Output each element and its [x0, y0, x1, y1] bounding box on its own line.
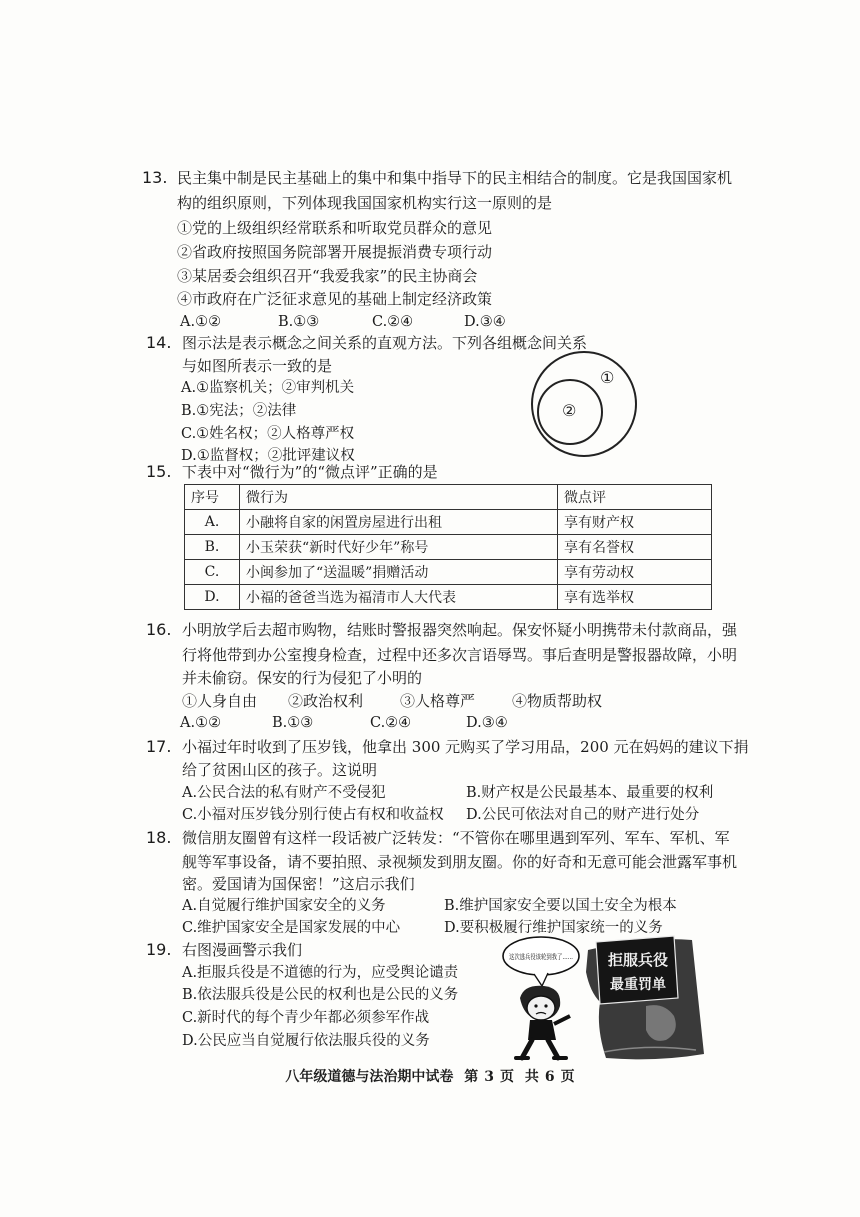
statement-item: ②省政府按照国务院部署开展提振消费专项行动	[177, 243, 493, 261]
answer-option: C.小福对压岁钱分别行使占有权和收益权	[182, 807, 444, 823]
answer-option: D.要积极履行维护国家统一的义务	[444, 920, 663, 936]
answer-option: B.依法服兵役是公民的权利也是公民的义务	[182, 987, 459, 1003]
question-number: 13.	[142, 168, 168, 187]
answer-option: B.①宪法；②法律	[181, 403, 297, 419]
answer-option: D.公民可依法对自己的财产进行处分	[466, 807, 700, 823]
question-stem: 给了贫困山区的孩子。这说明	[182, 761, 378, 779]
answer-option: B.①③	[278, 314, 320, 330]
question-stem: 图示法是表示概念之间关系的直观方法。下列各组概念间关系	[182, 334, 588, 352]
answer-option: B.维护国家安全要以国土安全为根本	[444, 898, 677, 914]
statement-item: ①人身自由	[182, 692, 258, 710]
table-row	[185, 510, 712, 535]
table-cell: 享有财产权	[558, 510, 712, 535]
page-number: 3	[484, 1069, 494, 1085]
page-footer	[0, 1066, 860, 1086]
answer-option: A.公民合法的私有财产不受侵犯	[182, 785, 386, 801]
running-person	[516, 986, 570, 1058]
question-stem: 小福过年时收到了压岁钱，他拿出 300 元购买了学习用品，200 元在妈妈的建议下捐	[182, 738, 749, 756]
question-number: 17.	[146, 737, 172, 756]
table-row	[185, 560, 712, 585]
footer-text: 共	[524, 1069, 539, 1085]
statement-item: ③人格尊严	[400, 692, 476, 710]
answer-option: C.新时代的每个青少年都必须参军作战	[182, 1010, 430, 1026]
question-stem: 与如图所表示一致的是	[182, 357, 333, 375]
table-cell: 小闽参加了“送温暖”捐赠活动	[240, 560, 558, 585]
table-cell: A.	[185, 510, 240, 535]
question-stem: 下表中对“微行为”的“微点评”正确的是	[182, 463, 438, 481]
question-stem: 构的组织原则，下列体现我国国家机构实行这一原则的是	[177, 194, 553, 212]
answer-option: A.①监察机关；②审判机关	[181, 380, 355, 396]
table-row	[185, 585, 712, 610]
answer-option: A.①②	[180, 715, 222, 731]
answer-option: A.①②	[180, 314, 222, 330]
hand-with-ticket	[586, 936, 704, 1059]
table-cell: 小融将自家的闲置房屋进行出租	[240, 510, 558, 535]
question-stem: 民主集中制是民主基础上的集中和集中指导下的民主相结合的制度。它是我国国家机	[177, 169, 733, 187]
answer-option: C.维护国家安全是国家发展的中心	[182, 920, 401, 936]
statement-item: ④市政府在广泛征求意见的基础上制定经济政策	[177, 290, 493, 308]
question-stem: 微信朋友圈曾有这样一段话被广泛转发：“不管你在哪里遇到军列、军车、军机、军	[182, 829, 730, 847]
question-stem: 右图漫画警示我们	[182, 941, 303, 959]
micro-behavior-table	[184, 484, 712, 610]
table-cell: 小福的爸爸当选为福清市人大代表	[240, 585, 558, 610]
table-header: 序号	[185, 485, 240, 510]
exam-title: 八年级道德与法治期中试卷	[285, 1069, 454, 1085]
question-stem: 并未偷窃。保安的行为侵犯了小明的	[182, 669, 423, 687]
speech-bubble-tail	[534, 973, 548, 986]
answer-option: A.自觉履行维护国家安全的义务	[182, 898, 386, 914]
table-row	[185, 535, 712, 560]
question-stem: 舰等军事设备，请不要拍照、录视频发到朋友圈。你的好奇和无意可能会泄露军事机	[182, 853, 738, 871]
statement-item: ③某居委会组织召开“我爱我家”的民主协商会	[177, 267, 478, 285]
footer-text: 页	[500, 1069, 514, 1085]
question-number: 19.	[146, 940, 172, 959]
answer-option: A.拒服兵役是不道德的行为，应受舆论谴责	[182, 965, 459, 981]
military-service-cartoon	[496, 932, 708, 1062]
answer-option: D.公民应当自觉履行依法服兵役的义务	[182, 1033, 430, 1049]
answer-option: B.①③	[272, 715, 314, 731]
table-cell: 享有名誉权	[558, 535, 712, 560]
table-cell: D.	[185, 585, 240, 610]
question-stem: 行将他带到办公室搜身检查，过程中还多次言语辱骂。事后查明是警报器故障，小明	[182, 646, 738, 664]
question-number: 14.	[146, 333, 172, 352]
question-number: 15.	[146, 462, 172, 481]
inner-label: ②	[562, 401, 577, 420]
table-cell: 享有选举权	[558, 585, 712, 610]
footer-text: 第	[464, 1069, 479, 1085]
statement-item: ①党的上级组织经常联系和听取党员群众的意见	[177, 219, 493, 237]
question-stem: 密。爱国请为国保密！”这启示我们	[182, 875, 415, 893]
footer-text: 页	[560, 1069, 575, 1085]
question-number: 16.	[146, 620, 172, 639]
concept-diagram	[520, 350, 650, 460]
outer-label: ①	[600, 368, 615, 387]
answer-option: C.②④	[372, 314, 414, 330]
answer-option: D.③④	[464, 314, 506, 330]
table-cell: 小玉荣获“新时代好少年”称号	[240, 535, 558, 560]
ticket-title: 拒服兵役	[607, 951, 669, 969]
table-cell: C.	[185, 560, 240, 585]
answer-option: C.①姓名权；②人格尊严权	[181, 426, 355, 442]
ticket-subtitle: 最重罚单	[610, 977, 666, 993]
table-header: 微点评	[558, 485, 712, 510]
table-cell: 享有劳动权	[558, 560, 712, 585]
answer-option: D.③④	[466, 715, 508, 731]
speech-bubble-text: 这次逃兵役该轮到我了……	[509, 953, 593, 961]
answer-option: D.①监督权；②批评建议权	[181, 448, 355, 464]
table-header: 微行为	[240, 485, 558, 510]
answer-option: C.②④	[370, 715, 412, 731]
table-cell: B.	[185, 535, 240, 560]
total-pages: 6	[544, 1069, 555, 1085]
statement-item: ②政治权利	[288, 692, 364, 710]
answer-option: B.财产权是公民最基本、最重要的权利	[466, 785, 714, 801]
question-stem: 小明放学后去超市购物，结账时警报器突然响起。保安怀疑小明携带未付款商品，强	[182, 621, 738, 639]
table-header-row	[185, 485, 712, 510]
question-number: 18.	[146, 828, 172, 847]
statement-item: ④物质帮助权	[512, 692, 603, 710]
